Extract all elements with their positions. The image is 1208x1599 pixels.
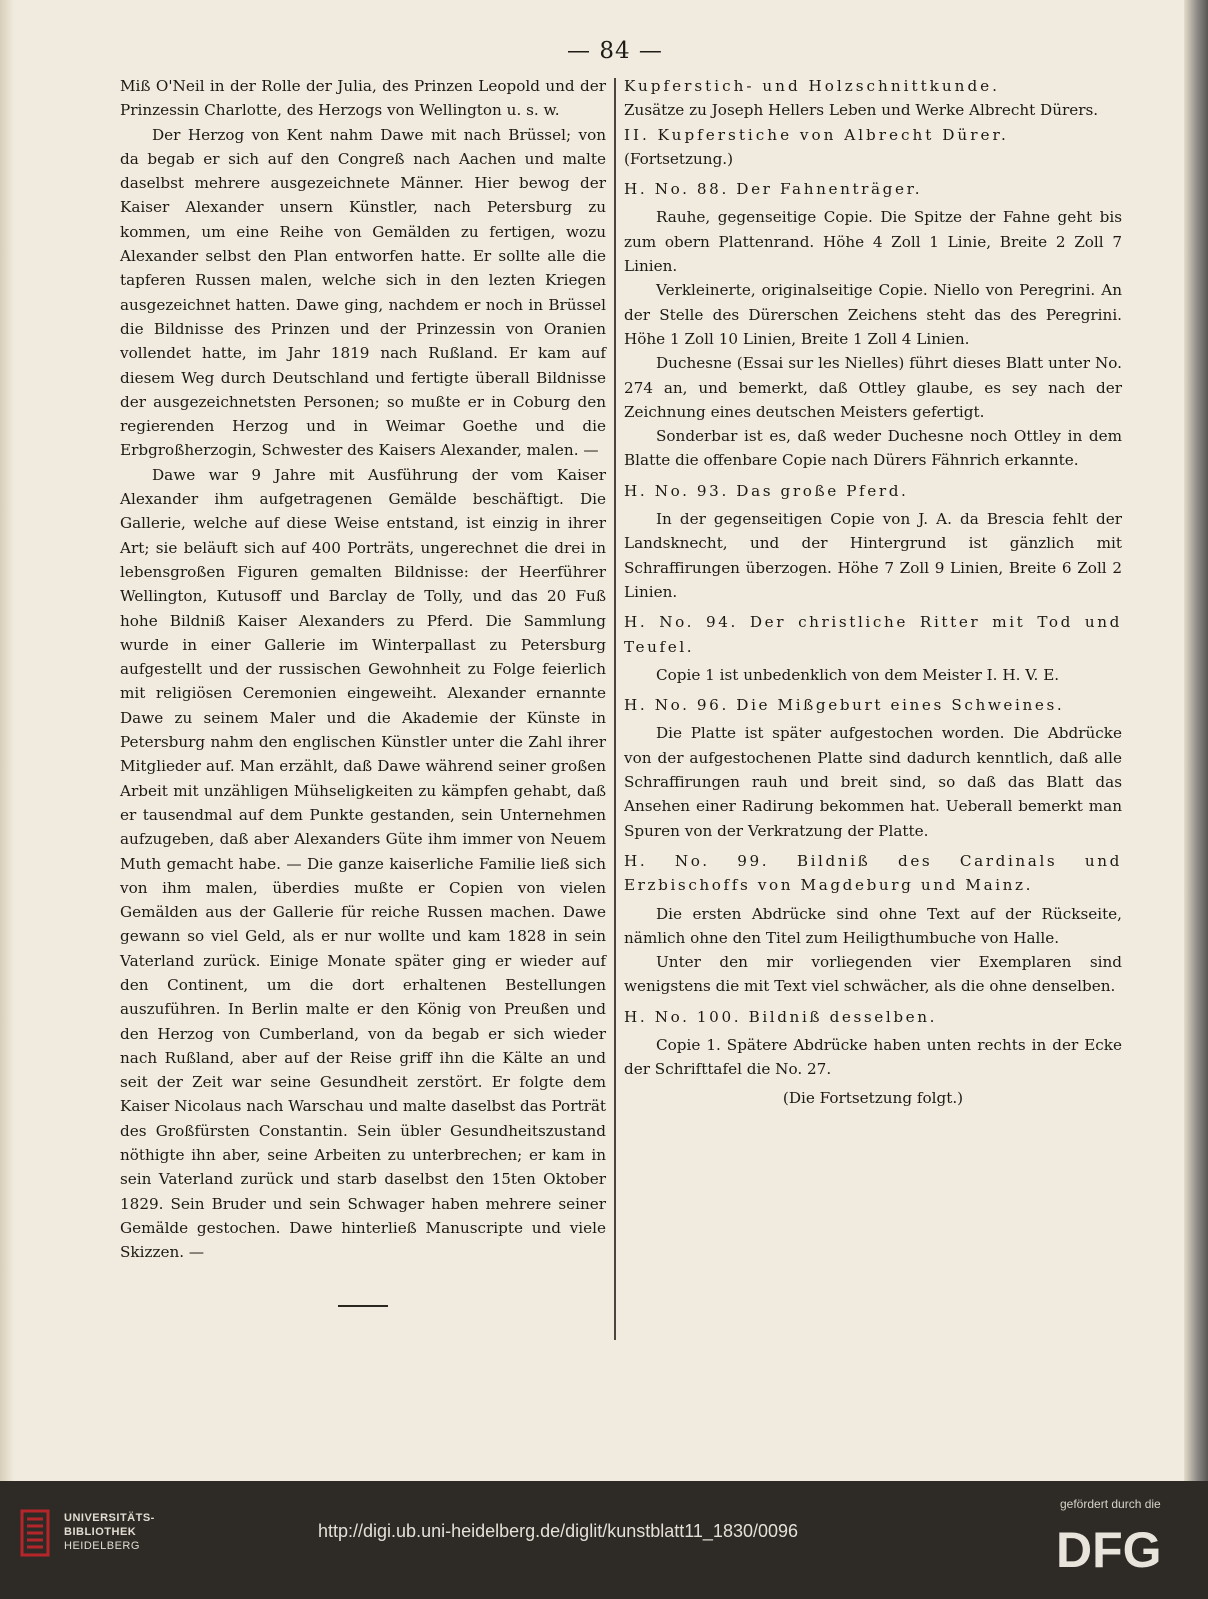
permalink-url[interactable]: http://digi.ub.uni-heidelberg.de/diglit/kunstblatt11_1830/0096 (318, 1521, 799, 1541)
continuation-note: (Fortsetzung.) (624, 149, 734, 168)
entry-heading: H. No. 88. Der Fahnenträger. (624, 180, 923, 199)
entry-paragraph: Copie 1. Spätere Abdrücke haben unten rechts in der Ecke der Schrifttafel die No. 27. (624, 1035, 1122, 1079)
library-logo-icon (18, 1509, 52, 1557)
column-divider (614, 78, 616, 1340)
left-paragraph: Miß O'Neil in der Rolle der Julia, des Prinzen Leopold und der Prinzessin Charlotte, des Herzogs von Wellington u. s. w. (120, 77, 606, 120)
entry-paragraph: Die ersten Abdrücke sind ohne Text auf der Rückseite, nämlich ohne den Titel zum Heiligthumbuche von Halle. (624, 904, 1122, 947)
entry-paragraph: In der gegenseitigen Copie von J. A. da Brescia fehlt der Landsknecht, und der Hintergrund ist gänzlich mit Schraffirungen überzogen. Höhe 7 Zoll 9 Linien, Breite 6 Zoll 2 Linien. (624, 510, 1122, 601)
entry-heading: H. No. 94. Der christliche Ritter mit Tod und Teufel. (624, 613, 1122, 656)
continuation-footer: (Die Fortsetzung folgt.) (782, 1088, 964, 1107)
entry-heading: H. No. 93. Das große Pferd. (624, 481, 909, 500)
page-edge (1184, 0, 1208, 1481)
library-name-line: BIBLIOTHEK (64, 1526, 137, 1538)
entry-paragraph: Sonderbar ist es, daß weder Duchesne noch Ottley in dem Blatte die offenbare Copie nach Dürers Fähnrich erkannte. (624, 427, 1122, 470)
funding-label: gefördert durch die (1060, 1497, 1161, 1511)
entry-paragraph: Rauhe, gegenseitige Copie. Die Spitze der Fahne geht bis zum obern Plattenrand. Höhe 4 Zoll 1 Linie, Breite 2 Zoll 7 Linien. (624, 208, 1122, 276)
left-column (120, 74, 606, 1265)
entry-paragraph: Unter den mir vorliegenden vier Exemplaren sind wenigstens die mit Text viel schwächer, als die ohne denselben. (624, 953, 1122, 996)
end-rule (338, 1305, 388, 1307)
entry-heading: H. No. 100. Bildniß desselben. (624, 1007, 938, 1026)
section-subtitle: Zusätze zu Joseph Hellers Leben und Werke Albrecht Dürers. (624, 101, 1099, 120)
library-name-line: HEIDELBERG (64, 1540, 140, 1552)
entry-heading: H. No. 96. Die Mißgeburt eines Schweines. (624, 696, 1065, 715)
entry-paragraph: Copie 1 ist unbedenklich von dem Meister I. H. V. E. (656, 665, 1060, 684)
dfg-logo-text: DFG (1056, 1522, 1162, 1575)
page-number: — 84 — (567, 38, 663, 64)
entry-heading: H. No. 99. Bildniß des Cardinals und Erzbischoffs von Magdeburg und Mainz. (624, 851, 1122, 895)
library-name (64, 1511, 155, 1553)
library-name-line: UNIVERSITÄTS- (64, 1512, 155, 1524)
dfg-logo-icon (1050, 1505, 1175, 1575)
entry-paragraph: Die Platte ist später aufgestochen worden. Die Abdrücke von der aufgestochenen Platte sind dadurch kenntlich, daß alle Schraffirungen rauh und breit sind, so daß das Blatt das Ansehen einer Radirung bekommen hat. Ueberall bemerkt man Spuren von der Verkratzung der Platte. (624, 724, 1122, 840)
viewer-footer (0, 1481, 1208, 1599)
entry-paragraph: Duchesne (Essai sur les Nielles) führt dieses Blatt unter No. 274 an, und bemerkt, daß Ottley glaube, es sey nach der Zeichnung eines deutschen Meisters gefertigt. (624, 354, 1122, 421)
entry-paragraph: Verkleinerte, originalseitige Copie. Niello von Peregrini. An der Stelle des Dürerschen Zeichens steht das des Peregrini. Höhe 1 Zoll 10 Linien, Breite 1 Zoll 4 Linien. (624, 281, 1122, 348)
right-column (624, 74, 1122, 1110)
left-paragraph: Der Herzog von Kent nahm Dawe mit nach Brüssel; von da begab er sich auf den Congreß nach Aachen und malte daselbst mehrere ausgezeichnete Männer. Hier bewog der Kaiser Alexander unsern Künstler, nach Petersburg zu kommen, um eine Reihe von Gemälden zu fertigen, wozu Alexander selbst den Plan entworfen hatte. Er sollte alle die tapferen Russen malen, welche sich in den lezten Kriegen ausgezeichnet hatten. Dawe ging, nachdem er noch in Brüssel die Bildnisse des Prinzen und der Prinzessin von Oranien vollendet hatte, im Jahr 1819 nach Rußland. Er kam auf diesem Weg durch Deutschland und fertigte überall Bildnisse der ausgezeichnetsten Personen; so mußte er in Coburg den regierenden Herzog und in Weimar Goethe und die Erbgroßherzogin, Schwester des Kaisers Alexander, malen. — (120, 125, 606, 460)
page-gutter-shadow (0, 0, 14, 1481)
section-title: Kupferstich- und Holzschnittkunde. (624, 77, 1000, 95)
left-paragraph: Dawe war 9 Jahre mit Ausführung der vom Kaiser Alexander ihm aufgetragenen Gemälde beschäftigt. Die Gallerie, welche auf diese Weise entstand, ist einzig in ihrer Art; sie beläuft sich auf 400 Porträts, ungerechnet die drei in lebensgroßen Figuren gemalten Bildnisse: der Heerführer Wellington, Kutusoff und Barclay de Tolly, und das 20 Fuß hohe Bildniß Kaiser Alexanders zu Pferd. Die Sammlung wurde in einer Gallerie im Winterpallast zu Petersburg aufgestellt und der russischen Gewohnheit zu Folge feierlich mit religiösen Ceremonien eingeweiht. Alexander ernannte Dawe zu seinem Maler und die Akademie der Künste in Petersburg nahm den englischen Künstler unter die Zahl ihrer Mitglieder auf. Man erzählt, daß Dawe während seiner großen Arbeit mit unzähligen Mühseligkeiten zu kämpfen gehabt, daß er tausendmal auf dem Punkte gestanden, sein Unternehmen aufzugeben, daß aber Alexanders Güte ihm immer von Neuem Muth gemacht habe. — Die ganze kaiserliche Familie ließ sich von ihm malen, überdies mußte er Copien von vielen Gemälden aus der Gallerie für reiche Russen machen. Dawe gewann so viel Geld, als er nur wollte und kam 1828 in sein Vaterland zurück. Einige Monate später ging er wieder auf den Continent, um die dort erhaltenen Bestellungen auszuführen. In Berlin malte er den König von Preußen und den Herzog von Cumberland, von da begab er sich wieder nach Rußland, aber auf der Reise griff ihn die Kälte an und seit der Zeit war seine Gesundheit zerstört. Er folgte dem Kaiser Nicolaus nach Warschau und malte daselbst das Porträt des Großfürsten Constantin. Sein übler Gesundheitszustand nöthigte ihn aber, seine Arbeiten zu unterbrechen; er kam in sein Vaterland zurück und starb daselbst den 15ten Oktober 1829. Sein Bruder und sein Schwager haben mehrere seiner Gemälde gestochen. Dawe hinterließ Manuscripte und viele Skizzen. — (120, 465, 606, 1262)
part-heading: II. Kupferstiche von Albrecht Dürer. (624, 125, 1009, 144)
